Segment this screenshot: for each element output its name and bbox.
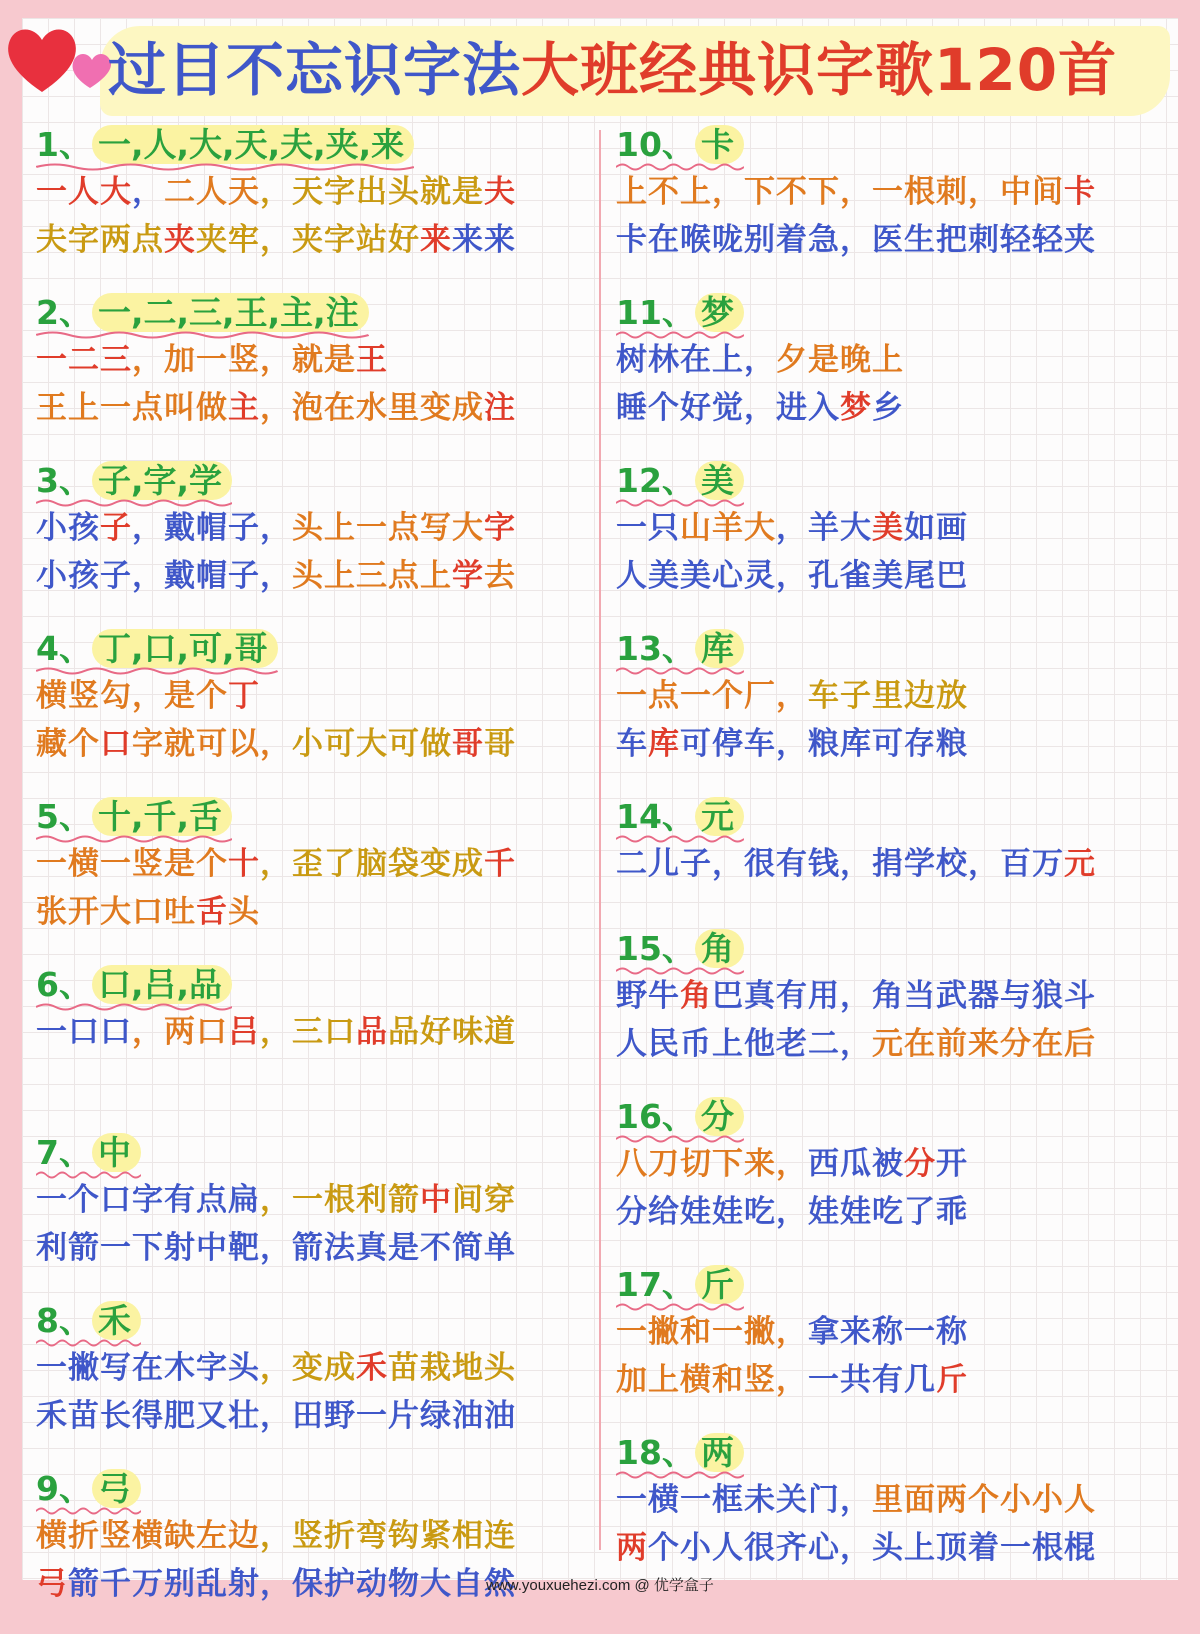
poem-line bbox=[36, 552, 596, 600]
poem-text-segment: 中 bbox=[420, 1182, 452, 1218]
poem-text-segment: ，戴帽子， bbox=[132, 510, 292, 546]
poem-text-segment: ，天字出头就是 bbox=[260, 174, 484, 210]
poem-text-segment: 禾 bbox=[356, 1350, 388, 1386]
poem-text-segment: 巴真有用，角当武器与狼斗 bbox=[712, 978, 1096, 1014]
poem-text-segment: ，三口 bbox=[260, 1014, 356, 1050]
poem-number: 13、 bbox=[616, 629, 695, 668]
squiggle-underline-icon bbox=[36, 1170, 141, 1180]
poem-text-segment: 夹牢，夹字站好 bbox=[196, 222, 420, 258]
squiggle-underline-icon bbox=[616, 966, 744, 976]
poem-text-segment: 梦 bbox=[840, 390, 872, 426]
poem-line bbox=[36, 1344, 596, 1392]
poem-block bbox=[616, 458, 1176, 608]
poem-text-segment: 头上一点写大 bbox=[292, 510, 484, 546]
poem-line bbox=[616, 1308, 1176, 1356]
poem-text-segment: 一横一框未关门， bbox=[616, 1482, 872, 1518]
poem-text-segment: 开 bbox=[936, 1146, 968, 1182]
poem-text-segment: 品 bbox=[356, 1014, 388, 1050]
poem-line bbox=[36, 888, 596, 936]
poem-text-segment: 人民币上他老二， bbox=[616, 1026, 872, 1062]
poem-line bbox=[616, 168, 1176, 216]
poem-text-segment: 哥 bbox=[484, 726, 516, 762]
poem-text-segment: 来 bbox=[420, 222, 452, 258]
poem-text-segment: 去 bbox=[484, 558, 516, 594]
poem-text-segment: ， bbox=[132, 174, 164, 210]
poem-line bbox=[36, 672, 596, 720]
poem-number: 16、 bbox=[616, 1097, 695, 1136]
poem-text-segment: 子 bbox=[100, 510, 132, 546]
poem-heading bbox=[36, 626, 278, 672]
poem-text-segment: 张开大口吐 bbox=[36, 894, 196, 930]
poem-text-segment: 夹 bbox=[164, 222, 196, 258]
poem-text-segment: 睡个好觉，进入 bbox=[616, 390, 840, 426]
title-part-red: 大班经典识字歌120首 bbox=[521, 36, 1118, 104]
poem-heading bbox=[36, 290, 369, 336]
poem-block bbox=[36, 458, 596, 608]
poem-text-segment: ，两口 bbox=[132, 1014, 228, 1050]
poem-text-segment: 品好味道 bbox=[388, 1014, 516, 1050]
poem-target-chars: 分 bbox=[695, 1097, 744, 1136]
poem-text-segment: 头上三点上 bbox=[292, 558, 452, 594]
poem-heading bbox=[36, 458, 232, 504]
poem-text-segment: ，变成 bbox=[260, 1350, 356, 1386]
poem-text-segment: ，加一竖，就是 bbox=[132, 342, 356, 378]
poem-heading bbox=[616, 122, 744, 168]
left-column bbox=[36, 122, 596, 1634]
poem-heading bbox=[36, 962, 232, 1008]
poem-block bbox=[616, 794, 1176, 908]
poem-text-segment: 注 bbox=[484, 390, 516, 426]
poem-line bbox=[616, 720, 1176, 768]
squiggle-underline-icon bbox=[616, 162, 744, 172]
poem-line bbox=[616, 672, 1176, 720]
poem-target-chars: 丁,口,可,哥 bbox=[92, 629, 278, 668]
poem-text-segment: 美 bbox=[872, 510, 904, 546]
poem-text-segment: ，羊大 bbox=[776, 510, 872, 546]
poem-text-segment: 横折竖横缺左边 bbox=[36, 1518, 260, 1554]
poem-number: 7、 bbox=[36, 1133, 92, 1172]
poem-target-chars: 十,千,舌 bbox=[92, 797, 232, 836]
poem-line bbox=[36, 1224, 596, 1272]
poem-text-segment: 树林在上， bbox=[616, 342, 776, 378]
poem-number: 12、 bbox=[616, 461, 695, 500]
squiggle-underline-icon bbox=[616, 1470, 744, 1480]
title-part-blue: 过目不忘识字法 bbox=[108, 36, 522, 104]
poem-text-segment: 十 bbox=[228, 846, 260, 882]
poem-target-chars: 梦 bbox=[695, 293, 744, 332]
squiggle-underline-icon bbox=[616, 498, 744, 508]
squiggle-underline-icon bbox=[36, 498, 232, 508]
squiggle-underline-icon bbox=[36, 162, 414, 172]
poem-text-segment: 夫字两点 bbox=[36, 222, 164, 258]
poem-text-segment: ，歪了脑袋变成 bbox=[260, 846, 484, 882]
poem-target-chars: 美 bbox=[695, 461, 744, 500]
poem-block bbox=[36, 1130, 596, 1280]
poem-line bbox=[616, 1356, 1176, 1404]
poem-text-segment: 夕是晚上 bbox=[776, 342, 904, 378]
poem-text-segment: ，泡在水里变成 bbox=[260, 390, 484, 426]
poem-text-segment: 上不上，下不下，一根刺，中间 bbox=[616, 174, 1064, 210]
poem-text-segment: 小孩 bbox=[36, 510, 100, 546]
poem-heading bbox=[616, 1430, 744, 1476]
poem-number: 8、 bbox=[36, 1301, 92, 1340]
poem-block bbox=[616, 1094, 1176, 1244]
poem-line bbox=[616, 216, 1176, 264]
poem-text-segment: 卡在喉咙别着急，医生把刺轻轻夹 bbox=[616, 222, 1096, 258]
poem-number: 10、 bbox=[616, 125, 695, 164]
poem-text-segment: 一只 bbox=[616, 510, 680, 546]
poem-text-segment: 小可大可做 bbox=[292, 726, 452, 762]
poem-line bbox=[616, 840, 1176, 888]
poem-line bbox=[36, 840, 596, 888]
poem-text-segment: 分 bbox=[904, 1146, 936, 1182]
poem-target-chars: 口,吕,品 bbox=[92, 965, 232, 1004]
poem-line bbox=[616, 1476, 1176, 1524]
poem-text-segment: 二人天 bbox=[164, 174, 260, 210]
poem-text-segment: 里面两个小小人 bbox=[872, 1482, 1096, 1518]
poem-line bbox=[36, 168, 596, 216]
poem-heading bbox=[36, 794, 232, 840]
poem-text-segment: 车子里边放 bbox=[808, 678, 968, 714]
poem-text-segment: 元在前来分在后 bbox=[872, 1026, 1096, 1062]
page-title bbox=[108, 30, 1117, 110]
poem-line bbox=[36, 336, 596, 384]
poem-number: 5、 bbox=[36, 797, 92, 836]
poem-number: 2、 bbox=[36, 293, 92, 332]
poem-text-segment: ，一根利箭 bbox=[260, 1182, 420, 1218]
poem-heading bbox=[36, 1298, 141, 1344]
poem-text-segment: 头 bbox=[228, 894, 260, 930]
poem-text-segment: 元 bbox=[1064, 846, 1096, 882]
poem-heading bbox=[36, 122, 414, 168]
poem-number: 6、 bbox=[36, 965, 92, 1004]
poem-text-segment: 角 bbox=[680, 978, 712, 1014]
poem-text-segment: 一横一竖是个 bbox=[36, 846, 228, 882]
poem-text-segment: 吕 bbox=[228, 1014, 260, 1050]
poem-text-segment: 藏个 bbox=[36, 726, 100, 762]
poem-line bbox=[616, 1524, 1176, 1572]
poem-number: 18、 bbox=[616, 1433, 695, 1472]
poem-text-segment: 人美美心灵，孔雀美尾巴 bbox=[616, 558, 968, 594]
poem-heading bbox=[36, 1130, 141, 1176]
poem-text-segment: 斤 bbox=[936, 1362, 968, 1398]
poem-heading bbox=[616, 1094, 744, 1140]
poem-text-segment: ，竖折弯钩紧相连 bbox=[260, 1518, 516, 1554]
poem-line bbox=[36, 216, 596, 264]
poem-text-segment: 王 bbox=[356, 342, 388, 378]
poem-target-chars: 斤 bbox=[695, 1265, 744, 1304]
poem-text-segment: 一撇写在木字头 bbox=[36, 1350, 260, 1386]
poem-text-segment: 夫 bbox=[484, 174, 516, 210]
poem-text-segment: 如画 bbox=[904, 510, 968, 546]
poem-line bbox=[616, 384, 1176, 432]
poem-text-segment: 间穿 bbox=[452, 1182, 516, 1218]
poem-block bbox=[616, 626, 1176, 776]
poem-number: 14、 bbox=[616, 797, 695, 836]
poem-number: 4、 bbox=[36, 629, 92, 668]
poem-text-segment: 主 bbox=[228, 390, 260, 426]
poem-line bbox=[616, 1020, 1176, 1068]
poem-text-segment: 小孩子，戴帽子， bbox=[36, 558, 292, 594]
squiggle-underline-icon bbox=[36, 834, 232, 844]
poem-target-chars: 一,人,大,天,夫,夹,来 bbox=[92, 125, 414, 164]
poem-number: 9、 bbox=[36, 1469, 92, 1508]
poem-target-chars: 禾 bbox=[92, 1301, 141, 1340]
poem-line bbox=[36, 1392, 596, 1440]
poem-heading bbox=[616, 794, 744, 840]
poem-line bbox=[616, 1188, 1176, 1236]
poem-number: 11、 bbox=[616, 293, 695, 332]
squiggle-underline-icon bbox=[36, 666, 278, 676]
poem-target-chars: 角 bbox=[695, 929, 744, 968]
poem-text-segment: 加上横和竖， bbox=[616, 1362, 808, 1398]
poem-block bbox=[616, 122, 1176, 272]
poem-text-segment: 可停车，粮库可存粮 bbox=[680, 726, 968, 762]
poem-line bbox=[36, 1008, 596, 1056]
poem-target-chars: 两 bbox=[695, 1433, 744, 1472]
poem-heading bbox=[36, 1466, 141, 1512]
poem-heading bbox=[616, 626, 744, 672]
poem-target-chars: 一,二,三,王,主,注 bbox=[92, 293, 369, 332]
poem-text-segment: 字就可以， bbox=[132, 726, 292, 762]
poem-target-chars: 元 bbox=[695, 797, 744, 836]
poem-text-segment: 箭千万别乱射，保护动物大自然 bbox=[68, 1566, 516, 1602]
squiggle-underline-icon bbox=[36, 330, 369, 340]
poem-text-segment: 一二三 bbox=[36, 342, 132, 378]
poem-block bbox=[616, 1430, 1176, 1580]
poem-text-segment: 利箭一下射中靶，箭法真是不简单 bbox=[36, 1230, 516, 1266]
poem-text-segment: 二儿子，很有钱，捐学校，百万 bbox=[616, 846, 1064, 882]
poem-line bbox=[616, 552, 1176, 600]
squiggle-underline-icon bbox=[616, 1134, 744, 1144]
poem-heading bbox=[616, 458, 744, 504]
poem-text-segment: 一个口字有点扁 bbox=[36, 1182, 260, 1218]
poem-text-segment: 禾苗长得肥又壮，田野一片绿油油 bbox=[36, 1398, 516, 1434]
poem-number: 17、 bbox=[616, 1265, 695, 1304]
poem-text-segment: 两 bbox=[616, 1530, 648, 1566]
poem-block bbox=[36, 794, 596, 944]
squiggle-underline-icon bbox=[616, 834, 744, 844]
poem-text-segment: 弓 bbox=[36, 1566, 68, 1602]
poem-text-segment: 八刀切下来， bbox=[616, 1146, 808, 1182]
poem-text-segment: 拿来称一称 bbox=[808, 1314, 968, 1350]
poem-text-segment: 一共有几 bbox=[808, 1362, 936, 1398]
poem-text-segment: 王上一点叫做 bbox=[36, 390, 228, 426]
squiggle-underline-icon bbox=[36, 1506, 141, 1516]
poem-text-segment: 一人大 bbox=[36, 174, 132, 210]
squiggle-underline-icon bbox=[616, 330, 744, 340]
poem-block bbox=[616, 290, 1176, 440]
poem-text-segment: 横竖勾，是个 bbox=[36, 678, 228, 714]
poem-line bbox=[36, 1512, 596, 1560]
squiggle-underline-icon bbox=[36, 1002, 232, 1012]
poem-text-segment: 分给娃娃吃，娃娃吃了乖 bbox=[616, 1194, 968, 1230]
poem-block bbox=[36, 962, 596, 1112]
poem-text-segment: 一口口 bbox=[36, 1014, 132, 1050]
poem-line bbox=[36, 504, 596, 552]
poem-number: 3、 bbox=[36, 461, 92, 500]
hearts-icon bbox=[2, 14, 114, 104]
poem-block bbox=[36, 1298, 596, 1448]
poem-text-segment: 山羊大 bbox=[680, 510, 776, 546]
poem-line bbox=[36, 1176, 596, 1224]
poem-block bbox=[36, 626, 596, 776]
poem-text-segment: 乡 bbox=[872, 390, 904, 426]
poem-block bbox=[616, 1262, 1176, 1412]
poem-text-segment: 学 bbox=[452, 558, 484, 594]
poem-text-segment: 一点一个厂， bbox=[616, 678, 808, 714]
right-column bbox=[616, 122, 1176, 1598]
poem-text-segment: 字 bbox=[484, 510, 516, 546]
poem-target-chars: 卡 bbox=[695, 125, 744, 164]
poem-target-chars: 子,字,学 bbox=[92, 461, 232, 500]
poem-heading bbox=[616, 1262, 744, 1308]
poem-target-chars: 库 bbox=[695, 629, 744, 668]
poem-text-segment: 千 bbox=[484, 846, 516, 882]
poem-line bbox=[36, 384, 596, 432]
poem-line bbox=[616, 1140, 1176, 1188]
poem-text-segment: 库 bbox=[648, 726, 680, 762]
poem-text-segment: 卡 bbox=[1064, 174, 1096, 210]
poem-block bbox=[616, 926, 1176, 1076]
poem-text-segment: 丁 bbox=[228, 678, 260, 714]
squiggle-underline-icon bbox=[616, 1302, 744, 1312]
poem-text-segment: 一撇和一撇， bbox=[616, 1314, 808, 1350]
poem-number: 1、 bbox=[36, 125, 92, 164]
poem-target-chars: 中 bbox=[92, 1133, 141, 1172]
poem-text-segment: 西瓜被 bbox=[808, 1146, 904, 1182]
footer-watermark: www.youxuehezi.com @ 优学盒子 bbox=[486, 1577, 714, 1594]
poem-number: 15、 bbox=[616, 929, 695, 968]
poem-text-segment: 来来 bbox=[452, 222, 516, 258]
poem-line bbox=[616, 972, 1176, 1020]
poem-line bbox=[616, 504, 1176, 552]
poem-line bbox=[616, 336, 1176, 384]
poem-text-segment: 野牛 bbox=[616, 978, 680, 1014]
squiggle-underline-icon bbox=[36, 1338, 141, 1348]
poem-text-segment: 口 bbox=[100, 726, 132, 762]
poem-text-segment: 舌 bbox=[196, 894, 228, 930]
poem-block bbox=[36, 122, 596, 272]
poem-text-segment: 哥 bbox=[452, 726, 484, 762]
squiggle-underline-icon bbox=[616, 666, 744, 676]
poem-target-chars: 弓 bbox=[92, 1469, 141, 1508]
poem-line bbox=[36, 720, 596, 768]
column-divider bbox=[599, 130, 601, 1550]
poem-block bbox=[36, 290, 596, 440]
poem-text-segment: 苗栽地头 bbox=[388, 1350, 516, 1386]
poem-heading bbox=[616, 926, 744, 972]
poem-text-segment: 车 bbox=[616, 726, 648, 762]
poem-heading bbox=[616, 290, 744, 336]
poem-text-segment: 个小人很齐心，头上顶着一根棍 bbox=[648, 1530, 1096, 1566]
